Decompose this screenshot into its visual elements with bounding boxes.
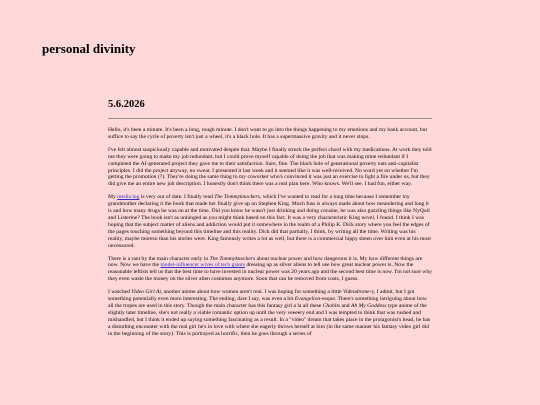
book-title: The Tommyknockers (209, 255, 256, 262)
text-fragment: about nuclear power and how dangerous it is. My how different things are now. Now we have the (108, 255, 423, 269)
film-title: Videodrome (342, 289, 370, 296)
divider (108, 118, 432, 119)
media-log-link[interactable]: media log (117, 194, 140, 201)
paragraph-work: I've felt almost suspiciously capable and motivated despite that. Maybe I finally struck the perfect chord with my medications. At work they told me they were going to make my job redundant, but I could prove myself capable of doing the job that was making mine redundant if I completed the AI-generated project they gave me to their satisfaction. Sure, fine. The black hole of generational poverty eats anti-capitalist principles. I did the project anyway, no sweat. I presented it last week and it seemed like it was well-received. No word yet on whether I'm getting the promotion (?). They're doing the same thing to my coworker who's convinced it was just an exercise to light a fire under us, but they did give me an entire new job description. I honestly don't think there was a real plan here. Who knows. We'll see. I had fun, either way. (108, 146, 432, 188)
paragraph-intro: Hello, it's been a minute. It's been a long, rough minute. I don't want to go into the things happening to my emotions and my bank account, but suffice to say the cycle of poverty isn't just a wheel, it's a black hole. It has a supermassive gravity and it never stops. (108, 127, 428, 140)
anime-title: Ah My Goddess (350, 302, 387, 309)
anime-title: Video Girl Ai (131, 289, 161, 296)
post-body (108, 127, 432, 337)
text-fragment: I watched (108, 289, 132, 296)
text-fragment: is very out of date. I finally read (139, 194, 215, 201)
post-date: 5.6.2026 (108, 99, 145, 110)
text-fragment: My (108, 194, 118, 201)
text-fragment: -y, I admit, but I got something potentially even more interesting. The ending, dare I say, was even a bit (108, 289, 415, 303)
text-fragment: dressing up as silver aliens to tell use how great nuclear power is. Now the reasonable leftists tell us that the best time to have invested in nuclear power was 20 years ago and the second best time is now. I'm not sure why they even waste the money on the silver alien costumes anymore. Soon that can be removed from costs, I guess. (108, 262, 432, 283)
model-influencer-link[interactable]: model-influencer wives of tech giants (160, 262, 245, 269)
text-fragment: , which I've wanted to read for a long time because I remember my grandmother declaring it the book that made her finally give up on Stephen King. Much fuss is always made about how meandering and long it is and how many drugs he was on at the time. Did you know he wasn't just drinking and doing cocaine, he was also guzzling things like NyQuil and Listerine? The book isn't as unhinged as you might think based on this fact. It was a very characteristic King novel, I found. I think I was hoping that the subject matter of aliens and addiction would put it somewhere in the realm of a Philip K. Dick story where you feel the edges of the pages touching something beyond this timeline and this reality. Dick did that partially, I think, by writing all the time. Writing was his reality, maybe moreso than his stories were. King famously writes a lot as well, but there is a commercial hippy sheen over him even at his most uncensored. (108, 194, 431, 249)
text-fragment: There is a rant by the main character early in (108, 255, 210, 262)
text-fragment: -esque. There's something intriguing about how all the tropes are used in this story. Though the main character has this fantasy girl a la all these (108, 296, 427, 309)
text-fragment: , another anime about how women aren't real. I was hoping for something a little (160, 289, 343, 296)
paragraph-video-girl-ai (108, 289, 432, 337)
book-title: The Tommyknockers (214, 194, 260, 201)
paragraph-tommyknockers (108, 194, 432, 249)
paragraph-nuclear (108, 256, 432, 284)
blog-post (108, 98, 432, 343)
text-fragment: type anime of the slightly later timeline, she's not really a viable romantic option up until the very veeeery end and I was tempted to think that was rushed and mishandled, but I think it ended up saying something fascinating as a result. In a "video" dream that takes place in the protagonist's head, he has a disturbing encounter with the real girl he's in love with where she eagerly throws herself at him (in the same manner his fantasy video girl did in the beginning of the story). This is portrayed as horrific, then he goes through a series of (108, 302, 431, 337)
anime-title: Evangelion (294, 296, 321, 303)
anime-title: Chobits (322, 302, 341, 309)
site-title[interactable]: personal divinity (42, 41, 136, 56)
text-fragment: and (340, 302, 351, 309)
